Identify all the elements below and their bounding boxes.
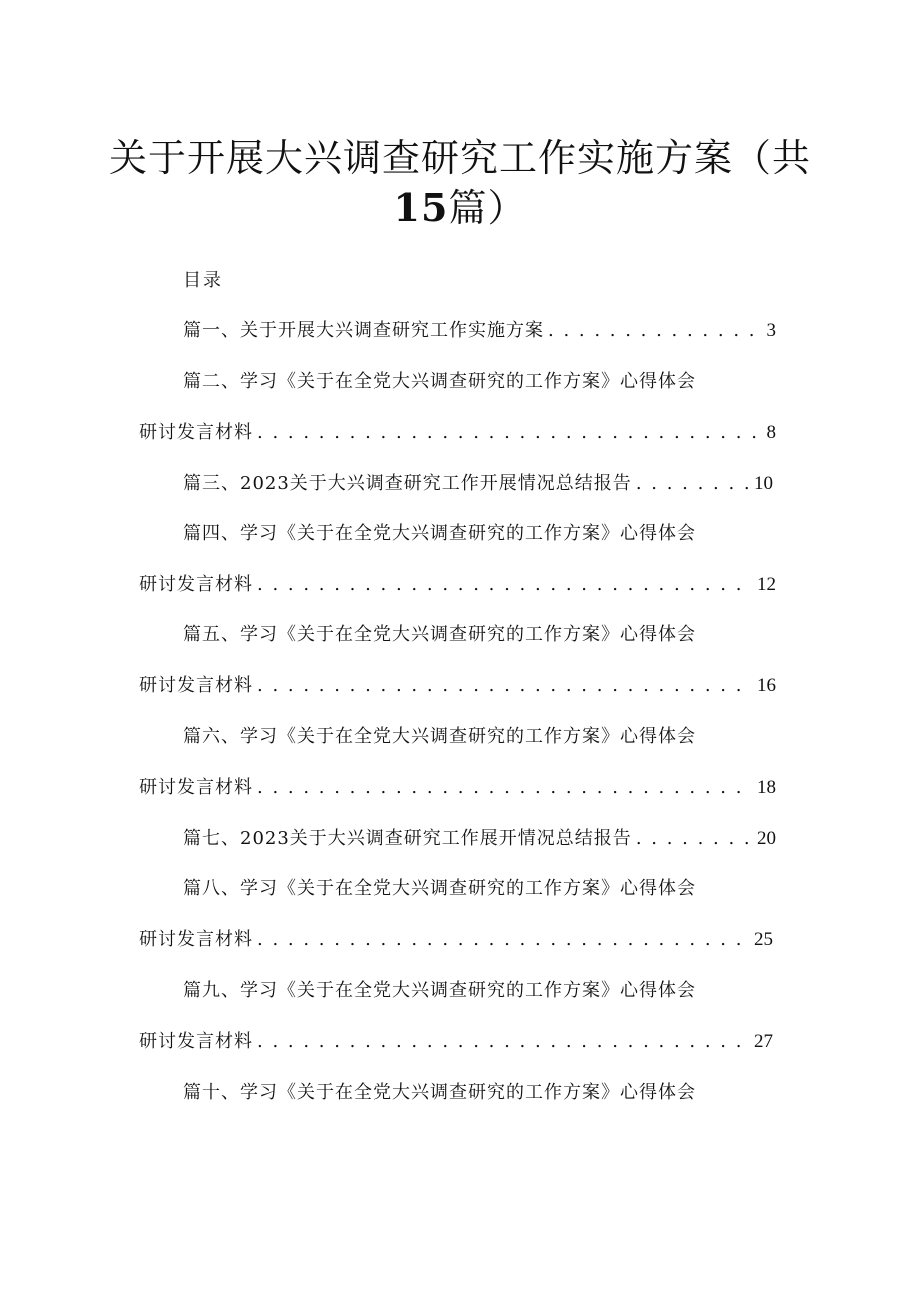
toc-entry-title: 篇四、学习《关于在全党大兴调查研究的工作方案》心得体会 xyxy=(183,523,696,544)
toc-entry-title: 篇六、学习《关于在全党大兴调查研究的工作方案》心得体会 xyxy=(183,726,696,747)
toc-entry-title: 篇九、学习《关于在全党大兴调查研究的工作方案》心得体会 xyxy=(183,980,696,1001)
toc-entry-title-cont: 研讨发言材料 xyxy=(139,422,253,443)
toc-entry-5-line-2[interactable] xyxy=(139,673,776,699)
toc-leader-dots xyxy=(636,826,753,852)
toc-page-number: 12 xyxy=(757,574,776,595)
toc-entry-title-cont: 研讨发言材料 xyxy=(139,929,253,950)
toc-entry-title: 篇一、关于开展大兴调查研究工作实施方案 xyxy=(183,320,544,341)
toc-entry-title-cont: 研讨发言材料 xyxy=(139,675,253,696)
toc-leader-dots xyxy=(257,673,753,699)
toc-leader-dots xyxy=(257,420,763,446)
toc-leader-dots xyxy=(257,572,753,598)
toc-entry-title: 篇八、学习《关于在全党大兴调查研究的工作方案》心得体会 xyxy=(183,878,696,899)
toc-page-number: 27 xyxy=(754,1031,773,1052)
toc-entry-title: 篇二、学习《关于在全党大兴调查研究的工作方案》心得体会 xyxy=(183,371,696,392)
toc-entry-8-line-2[interactable] xyxy=(139,927,773,953)
toc-entry-6-line-1[interactable] xyxy=(183,724,696,750)
toc-page-number: 18 xyxy=(757,777,776,798)
toc-entry-1[interactable] xyxy=(183,318,776,344)
toc-entry-2-line-1[interactable] xyxy=(183,369,696,395)
toc-entry-title: 篇十、学习《关于在全党大兴调查研究的工作方案》心得体会 xyxy=(183,1082,696,1103)
title-count: 15 xyxy=(393,185,449,230)
toc-entry-6-line-2[interactable] xyxy=(139,775,776,801)
toc-leader-dots xyxy=(257,1029,750,1055)
toc-leader-dots xyxy=(636,471,750,497)
toc-leader-dots xyxy=(257,927,750,953)
toc-entry-4-line-1[interactable] xyxy=(183,521,696,547)
title-suffix: 篇） xyxy=(448,186,527,230)
toc-entry-title-cont: 研讨发言材料 xyxy=(139,777,253,798)
toc-heading: 目录 xyxy=(183,270,223,291)
toc-page-number: 10 xyxy=(754,473,773,494)
toc-leader-dots xyxy=(548,318,763,344)
toc-page-number: 20 xyxy=(757,828,776,849)
toc-entry-title: 篇七、2023关于大兴调查研究工作展开情况总结报告 xyxy=(183,828,632,849)
toc-entry-3[interactable] xyxy=(183,471,773,497)
toc-entry-title-cont: 研讨发言材料 xyxy=(139,1031,253,1052)
toc-entry-title: 篇三、2023关于大兴调查研究工作开展情况总结报告 xyxy=(183,473,632,494)
toc-page-number: 25 xyxy=(754,929,773,950)
document-title-line-2 xyxy=(0,183,920,233)
toc-entry-10-line-1[interactable] xyxy=(183,1080,696,1106)
toc-entry-7[interactable] xyxy=(183,826,776,852)
document-title-line-1: 关于开展大兴调查研究工作实施方案（共 xyxy=(108,136,811,180)
toc-entry-5-line-1[interactable] xyxy=(183,622,696,648)
toc-entry-4-line-2[interactable] xyxy=(139,572,776,598)
toc-entry-2-line-2[interactable] xyxy=(139,420,776,446)
toc-page-number: 8 xyxy=(766,422,776,443)
toc-page-number: 3 xyxy=(766,320,776,341)
toc-leader-dots xyxy=(257,775,753,801)
toc-entry-9-line-1[interactable] xyxy=(183,978,696,1004)
toc-entry-8-line-1[interactable] xyxy=(183,876,696,902)
toc-entry-title-cont: 研讨发言材料 xyxy=(139,574,253,595)
toc-page-number: 16 xyxy=(757,675,776,696)
toc-entry-title: 篇五、学习《关于在全党大兴调查研究的工作方案》心得体会 xyxy=(183,624,696,645)
toc-entry-9-line-2[interactable] xyxy=(139,1029,773,1055)
